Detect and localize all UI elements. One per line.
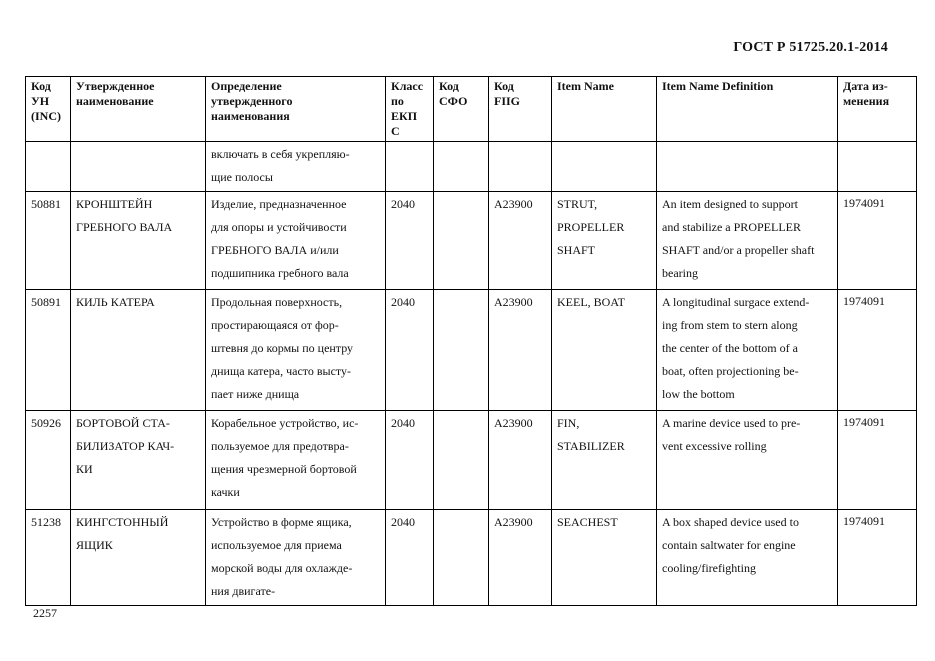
header-line: Класс <box>391 79 424 93</box>
cell-line: ГРЕБНОГО ВАЛА <box>76 220 173 234</box>
cell-date: 1974091 <box>838 192 917 290</box>
cell-fiig: A23900 <box>489 411 552 510</box>
cell-definition <box>206 510 386 606</box>
header-line: наименование <box>76 94 154 108</box>
cell-line: KEEL, BOAT <box>557 295 625 309</box>
cell-item-def <box>657 510 838 606</box>
header-line: ЕКП <box>391 109 418 123</box>
header-line: УН <box>31 94 50 108</box>
cell-line: bearing <box>662 266 698 280</box>
cell-line: включать в себя укрепляю- <box>211 147 350 161</box>
cell-line: STABILIZER <box>557 439 625 453</box>
cell-name <box>71 290 206 411</box>
cell-line: STRUT, <box>557 197 598 211</box>
document-code: ГОСТ Р 51725.20.1-2014 <box>733 40 888 55</box>
cell-item-def <box>657 142 838 192</box>
cell-sfo <box>434 290 489 411</box>
cell-inc: 51238 <box>26 510 71 606</box>
cell-item-name <box>552 290 657 411</box>
cell-line: SEACHEST <box>557 515 618 529</box>
cell-line: БИЛИЗАТОР КАЧ- <box>76 439 175 453</box>
cell-line: A box shaped device used to <box>662 515 799 529</box>
cell-inc <box>26 142 71 192</box>
cell-name <box>71 142 206 192</box>
table-row-continuation <box>26 142 917 192</box>
cell-line: SHAFT and/or a propeller shaft <box>662 243 815 257</box>
cell-line: КИНГСТОННЫЙ <box>76 515 169 529</box>
cell-line: днища катера, часто высту- <box>211 364 351 378</box>
cell-line: морской воды для охлажде- <box>211 561 353 575</box>
cell-line: щие полосы <box>211 170 273 184</box>
cell-line: ГРЕБНОГО ВАЛА и/или <box>211 243 339 257</box>
header-approved-name <box>71 77 206 142</box>
cell-item-name <box>552 411 657 510</box>
cell-line: пользуемое для предотвра- <box>211 439 349 453</box>
cell-line: простирающаяся от фор- <box>211 318 339 332</box>
cell-fiig: A23900 <box>489 290 552 411</box>
header-definition <box>206 77 386 142</box>
cell-class: 2040 <box>386 510 434 606</box>
cell-line: щения чрезмерной бортовой <box>211 462 357 476</box>
cell-line: A longitudinal surgace extend- <box>662 295 810 309</box>
cell-sfo <box>434 142 489 192</box>
cell-sfo <box>434 411 489 510</box>
cell-line: подшипника гребного вала <box>211 266 349 280</box>
catalog-table <box>25 76 917 606</box>
cell-item-def <box>657 411 838 510</box>
cell-name <box>71 510 206 606</box>
cell-line: КИ <box>76 462 93 476</box>
header-item-name-definition <box>657 77 838 142</box>
cell-line: для опоры и устойчивости <box>211 220 347 234</box>
header-line: наименования <box>211 109 290 123</box>
header-line: Item Name <box>557 79 614 93</box>
cell-name <box>71 192 206 290</box>
cell-sfo <box>434 192 489 290</box>
cell-item-name <box>552 192 657 290</box>
header-line: менения <box>843 94 890 108</box>
header-inc <box>26 77 71 142</box>
cell-class: 2040 <box>386 192 434 290</box>
cell-line: low the bottom <box>662 387 735 401</box>
cell-inc: 50881 <box>26 192 71 290</box>
cell-line: An item designed to support <box>662 197 798 211</box>
table-row <box>26 290 917 411</box>
header-line: FIIG <box>494 94 521 108</box>
table-header-row <box>26 77 917 142</box>
cell-definition <box>206 192 386 290</box>
header-line: Утвержденное <box>76 79 155 93</box>
cell-line: Устройство в форме ящика, <box>211 515 352 529</box>
cell-line: ния двигате- <box>211 584 276 598</box>
header-line: (INC) <box>31 109 61 123</box>
cell-line: ЯЩИК <box>76 538 113 552</box>
cell-item-def <box>657 192 838 290</box>
table-row <box>26 192 917 290</box>
header-line: Определение <box>211 79 282 93</box>
cell-class <box>386 142 434 192</box>
cell-class: 2040 <box>386 411 434 510</box>
cell-inc: 50891 <box>26 290 71 411</box>
cell-inc: 50926 <box>26 411 71 510</box>
cell-sfo <box>434 510 489 606</box>
header-line: Item Name Definition <box>662 79 774 93</box>
cell-date: 1974091 <box>838 411 917 510</box>
header-item-name <box>552 77 657 142</box>
cell-fiig: A23900 <box>489 510 552 606</box>
header-fiig <box>489 77 552 142</box>
table-row <box>26 411 917 510</box>
cell-line: boat, often projectioning be- <box>662 364 799 378</box>
cell-definition <box>206 290 386 411</box>
header-sfo <box>434 77 489 142</box>
cell-line: БОРТОВОЙ СТА- <box>76 416 170 430</box>
table-row <box>26 510 917 606</box>
cell-name <box>71 411 206 510</box>
cell-fiig <box>489 142 552 192</box>
header-class <box>386 77 434 142</box>
cell-line: штевня до кормы по центру <box>211 341 354 355</box>
cell-date <box>838 142 917 192</box>
cell-line: КИЛЬ КАТЕРА <box>76 295 155 309</box>
header-line: Код <box>439 79 459 93</box>
cell-line: and stabilize a PROPELLER <box>662 220 801 234</box>
cell-definition <box>206 411 386 510</box>
cell-item-name <box>552 510 657 606</box>
cell-fiig: A23900 <box>489 192 552 290</box>
cell-line: PROPELLER <box>557 220 625 234</box>
header-line: утвержденного <box>211 94 293 108</box>
cell-line: КРОНШТЕЙН <box>76 197 153 211</box>
cell-definition <box>206 142 386 192</box>
header-line: Дата из- <box>843 79 888 93</box>
cell-line: Корабельное устройство, ис- <box>211 416 359 430</box>
cell-line: FIN, <box>557 416 580 430</box>
cell-item-name <box>552 142 657 192</box>
cell-date: 1974091 <box>838 510 917 606</box>
header-line: С <box>391 124 400 138</box>
cell-line: пает ниже днища <box>211 387 300 401</box>
cell-line: vent excessive rolling <box>662 439 767 453</box>
cell-line: cooling/firefighting <box>662 561 756 575</box>
cell-class: 2040 <box>386 290 434 411</box>
cell-date: 1974091 <box>838 290 917 411</box>
cell-line: ing from stem to stern along <box>662 318 798 332</box>
cell-line: the center of the bottom of a <box>662 341 798 355</box>
header-line: по <box>391 94 404 108</box>
cell-line: SHAFT <box>557 243 596 257</box>
header-line: Код <box>31 79 51 93</box>
cell-line: используемое для приема <box>211 538 342 552</box>
header-change-date <box>838 77 917 142</box>
cell-line: качки <box>211 485 240 499</box>
cell-item-def <box>657 290 838 411</box>
header-line: СФО <box>439 94 468 108</box>
cell-line: A marine device used to pre- <box>662 416 801 430</box>
cell-line: Продольная поверхность, <box>211 295 343 309</box>
page-number: 2257 <box>33 606 57 620</box>
cell-line: contain saltwater for engine <box>662 538 796 552</box>
header-line: Код <box>494 79 514 93</box>
cell-line: Изделие, предназначенное <box>211 197 347 211</box>
